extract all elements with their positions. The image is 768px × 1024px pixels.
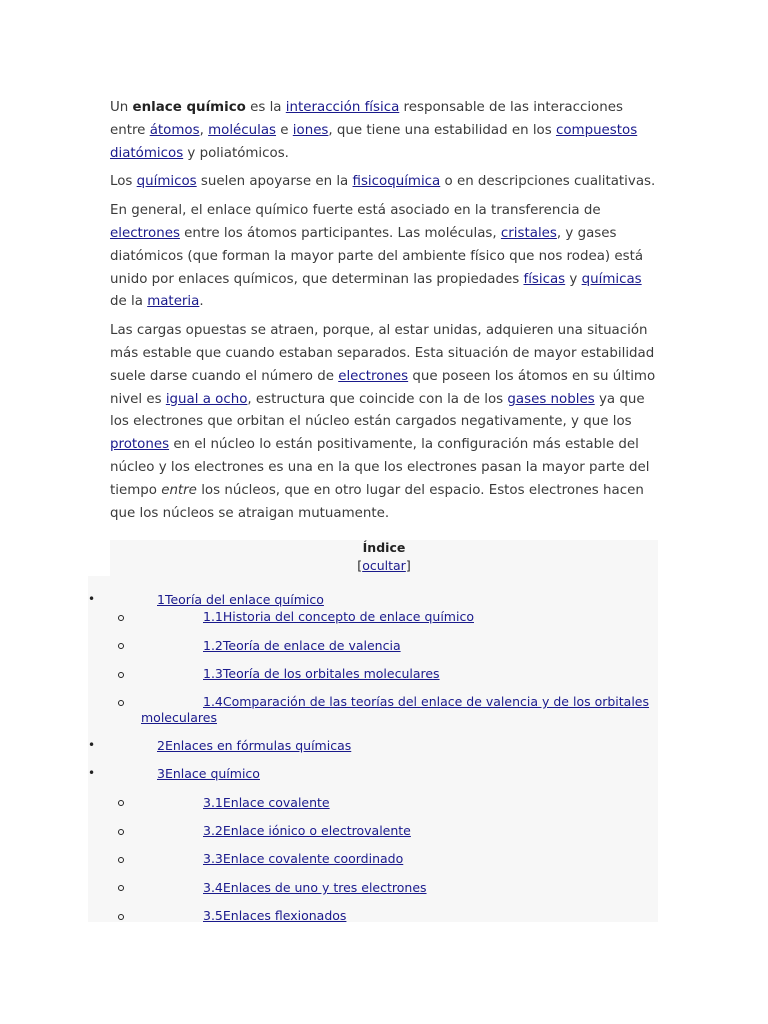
text: responsable de las interacciones entre — [110, 100, 623, 138]
link-cristales[interactable]: cristales — [500, 225, 557, 241]
link-interaccion-fisica[interactable]: interacción física — [285, 100, 400, 115]
bullet-icon: • — [88, 738, 96, 752]
toc-item-3-1[interactable]: 3.1Enlace covalente — [203, 795, 330, 810]
toc-item-1-2[interactable]: 1.2Teoría de enlace de valencia — [203, 638, 401, 653]
text: o en descripciones cualitativas. — [440, 174, 656, 190]
toc-item-3-5[interactable]: 3.5Enlaces flexionados — [203, 908, 347, 923]
text: En general, el enlace químico fuerte está asociado en la transferencia de — [110, 203, 601, 219]
link-iones[interactable]: iones — [292, 122, 329, 138]
text: e — [276, 122, 293, 138]
bullet-icon: • — [88, 592, 96, 606]
toc-item-1-4[interactable]: 1.4Comparación de las teorías del enlace de valencia y de los orbitales — [203, 694, 650, 709]
text: entre los átomos participantes. Las moléculas, — [179, 225, 501, 241]
text: ya que los electrones que orbitan el núcleo están cargados negativamente, y que los — [110, 391, 645, 430]
bullet-icon: • — [88, 766, 96, 780]
circle-bullet-icon — [118, 700, 124, 706]
text: en el núcleo lo están positivamente, la configuración más estable del núcleo y los electrones es una en la que los electrones pasan la mayor parte del tiempo — [110, 437, 650, 498]
link-quimicas[interactable]: químicas — [581, 271, 642, 287]
circle-bullet-icon — [118, 829, 124, 835]
text: es la — [245, 100, 286, 115]
text: , y gases diatómicos (que forman la mayor parte del ambiente físico que nos rodea) está unido por enlaces químicos, que determinan las propiedades — [110, 225, 644, 287]
text: , que tiene una estabilidad en los — [328, 122, 556, 138]
circle-bullet-icon — [118, 914, 124, 920]
text-emphasis: entre — [161, 482, 197, 498]
link-compuestos-diatomicos[interactable]: compuestos diatómicos — [110, 122, 638, 161]
circle-bullet-icon — [118, 800, 124, 806]
text: Un — [110, 100, 133, 115]
paragraph-intro — [110, 97, 660, 165]
article-body — [110, 97, 660, 531]
link-materia[interactable]: materia — [147, 294, 200, 310]
toc-item-1-3[interactable]: 1.3Teoría de los orbitales moleculares — [203, 666, 440, 681]
link-igual-a-ocho[interactable]: igual a ocho — [165, 391, 248, 407]
circle-bullet-icon — [118, 885, 124, 891]
circle-bullet-icon — [118, 672, 124, 678]
text: Los — [110, 174, 137, 190]
toc-item-3[interactable]: 3Enlace químico — [157, 766, 260, 781]
text: y poliatómicos. — [183, 145, 289, 161]
text: los núcleos, que en otro lugar del espacio. Estos electrones hacen que los núcleos se atraigan mutuamente. — [110, 482, 644, 521]
text: Las cargas opuestas se atraen, porque, al estar unidas, adquieren una situación más estable que cuando estaban separados. Esta situación de mayor estabilidad suele darse cuando el número de — [110, 323, 655, 384]
link-electrones[interactable]: electrones — [110, 225, 180, 241]
paragraph-cargas — [110, 320, 660, 525]
toc-item-3-4[interactable]: 3.4Enlaces de uno y tres electrones — [203, 880, 427, 895]
paragraph-quimicos — [110, 171, 660, 194]
link-protones[interactable]: protones — [110, 437, 170, 453]
circle-bullet-icon — [118, 615, 124, 621]
toc-title: Índice — [362, 540, 406, 555]
term-bold: enlace químico — [132, 100, 246, 115]
circle-bullet-icon — [118, 857, 124, 863]
toc-item-1-1[interactable]: 1.1Historia del concepto de enlace químico — [203, 609, 474, 624]
text: , estructura que coincide con la de los — [247, 391, 508, 407]
bracket: ] — [405, 558, 411, 573]
toc-item-3-3[interactable]: 3.3Enlace covalente coordinado — [203, 851, 404, 866]
toc-toggle — [110, 558, 658, 573]
link-atomos[interactable]: átomos — [149, 122, 200, 138]
text: de la — [110, 294, 148, 310]
toc-item-1[interactable]: 1Teoría del enlace químico — [157, 592, 324, 607]
link-quimicos[interactable]: químicos — [136, 174, 197, 190]
link-fisicoquimica[interactable]: fisicoquímica — [352, 174, 441, 190]
paragraph-general — [110, 200, 660, 314]
link-fisicas[interactable]: físicas — [523, 271, 566, 287]
link-gases-nobles[interactable]: gases nobles — [507, 391, 595, 407]
text: y — [565, 271, 582, 287]
toc-item-2[interactable]: 2Enlaces en fórmulas químicas — [157, 738, 352, 753]
circle-bullet-icon — [118, 643, 124, 649]
text: , — [199, 122, 209, 138]
bracket: [ — [357, 558, 363, 573]
toc-item-3-2[interactable]: 3.2Enlace iónico o electrovalente — [203, 823, 411, 838]
text: que poseen los átomos en su último nivel es — [110, 368, 656, 407]
text: suelen apoyarse en la — [196, 174, 353, 190]
link-electrones-2[interactable]: electrones — [338, 368, 409, 384]
text: . — [199, 294, 204, 310]
link-moleculas[interactable]: moléculas — [208, 122, 277, 138]
toc-hide-link[interactable]: ocultar — [362, 558, 406, 573]
toc-item-1-4-cont[interactable]: moleculares — [141, 710, 217, 725]
